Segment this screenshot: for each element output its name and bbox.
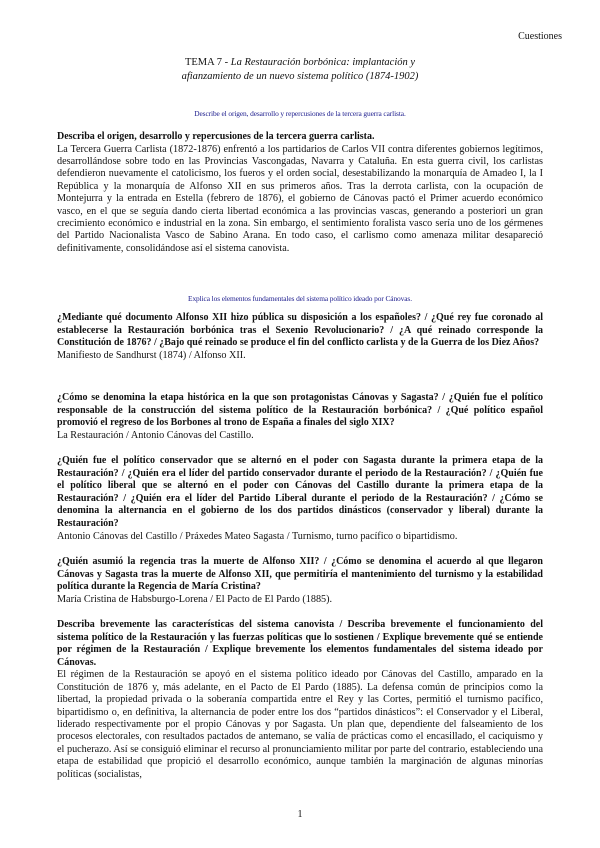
qa-block-1 <box>57 312 543 362</box>
section-heading-1: Describe el origen, desarrollo y repercusiones de la tercera guerra carlista. <box>194 109 406 118</box>
question-text: ¿Mediante qué documento Alfonso XII hizo pública su disposición a los españoles? / ¿Qué rey fue coronado al establecerse la Restauración borbónica tras el Sexenio Revolucionario? / ¿A qué reinado corresponde la Constitución de 1876? / ¿Bajo qué reinado se produce el fin del conflicto carlista y de la Guerra de los Diez Años? <box>57 312 543 349</box>
answer-text: La Tercera Guerra Carlista (1872-1876) enfrentó a los partidarios de Carlos VII contra diferentes gobiernos legítimos, desarrollándose sobre todo en las Provincias Vascongadas, Navarra y Cataluña. En esta guerra civil, los carlistas defendieron nuevamente el catolicismo, los fueros y el orden social, desestabilizando la monarquía de Amadeo I, la I República y la monarquía de Alfonso XII en sus primeros años. Tras la derrota carlista, con la ocupación de Montejurra y la entrada en Estella (febrero de 1876), el gobierno de Cánovas pactó el Primer acuerdo económico vasco, en el que se seguía dando cierta libertad económica a las provincias vascas, generando a posteriori un gran crecimiento económico e industrial en la zona. Sin embargo, el sentimiento foralista vasco sería uno de los gérmenes del Partido Nacionalista Vasco de Sabino Arana. En todo caso, el carlismo como amenaza militar desapareció definitivamente, consolidándose así el sistema canovista. <box>57 143 543 254</box>
title-line2: afianzamiento de un nuevo sistema político (1874-1902) <box>181 71 419 82</box>
qa-block-3 <box>57 455 543 543</box>
qa-block-2 <box>57 392 543 442</box>
question-text: ¿Cómo se denomina la etapa histórica en la que son protagonistas Cánovas y Sagasta? / ¿Quién fue el político responsable de la construcción del sistema político de la Restauración borbónica? / ¿Qué político español promovió el regreso de los Borbones al trono de España a finales del siglo XIX? <box>57 392 543 429</box>
question-text: ¿Quién fue el político conservador que se alternó en el poder con Sagasta durante la primera etapa de la Restauración? / ¿Quién era el líder del partido conservador durante el periodo de la Restauración? / ¿Quién fue el político liberal que se alternó en el poder con Cánovas del Castillo durante la primera etapa de la Restauración? / ¿Quién era el líder del Partido Liberal durante el periodo de la Restauración? / ¿Cómo se denomina la alternancia en el gobierno de los dos partidos dinásticos (conservador y liberal) durante la Restauración? <box>57 455 543 529</box>
question-text: ¿Quién asumió la regencia tras la muerte de Alfonso XII? / ¿Cómo se denomina el acuerdo al que llegaron Cánovas y Sagasta tras la muerte de Alfonso XII, que permitiría el mantenimiento del turnismo y la estabilidad política durante la Regencia de María Cristina? <box>57 556 543 593</box>
answer-text: María Cristina de Habsburgo-Lorena / El Pacto de El Pardo (1885). <box>57 593 333 605</box>
answer-text: Manifiesto de Sandhurst (1874) / Alfonso XII. <box>57 349 246 361</box>
section-heading-2: Explica los elementos fundamentales del sistema político ideado por Cánovas. <box>188 294 412 303</box>
document-title <box>0 56 600 84</box>
title-prefix: TEMA 7 - <box>184 57 231 68</box>
qa-block-5 <box>57 619 543 781</box>
page-number: 1 <box>297 809 303 820</box>
question-text: Describa brevemente las características del sistema canovista / Describa brevemente el funcionamiento del sistema político de la Restauración y las fuerzas políticas que lo sostienen / Explique brevemente qué se entiende por régimen de la Restauración / Explique brevemente los elementos fundamentales del sistema ideado por Cánovas. <box>57 619 543 668</box>
qa-block-4 <box>57 556 543 606</box>
answer-text: La Restauración / Antonio Cánovas del Castillo. <box>57 429 254 441</box>
title-line1: La Restauración borbónica: implantación y <box>230 57 416 68</box>
section-1-block <box>57 131 543 255</box>
answer-text: Antonio Cánovas del Castillo / Práxedes Mateo Sagasta / Turnismo, turno pacífico o bipartidismo. <box>57 530 458 542</box>
answer-text: El régimen de la Restauración se apoyó en el sistema político ideado por Cánovas del Castillo, amparado en la Constitución de 1876 y, más adelante, en el Pacto de El Pardo (1885). La defensa común de principios como la libertad, la propiedad privada o la soberanía compartida entre el Rey y las Cortes, permitió el turnismo pacífico, bipartidismo o, en definitiva, la alternancia de poder entre los dos “partidos dinásticos”: el Conservador y el Liberal, liderado respectivamente por el propio Cánovas y por Sagasta. Un plan que, dependiente del falseamiento de los procesos electorales, con resultados pactados de antemano, se valía de prácticas como el encasillado, el caciquismo y el pucherazo. Así se consiguió eliminar el recurso al pronunciamiento militar por parte del contrario, estableciendo una etapa de estabilidad que propició el desarrollo económico, aunque también la marginación de algunas minorías políticas (socialistas, <box>57 669 543 780</box>
question-heading: Describa el origen, desarrollo y repercusiones de la tercera guerra carlista. <box>57 131 375 142</box>
running-header: Cuestiones <box>518 31 562 42</box>
